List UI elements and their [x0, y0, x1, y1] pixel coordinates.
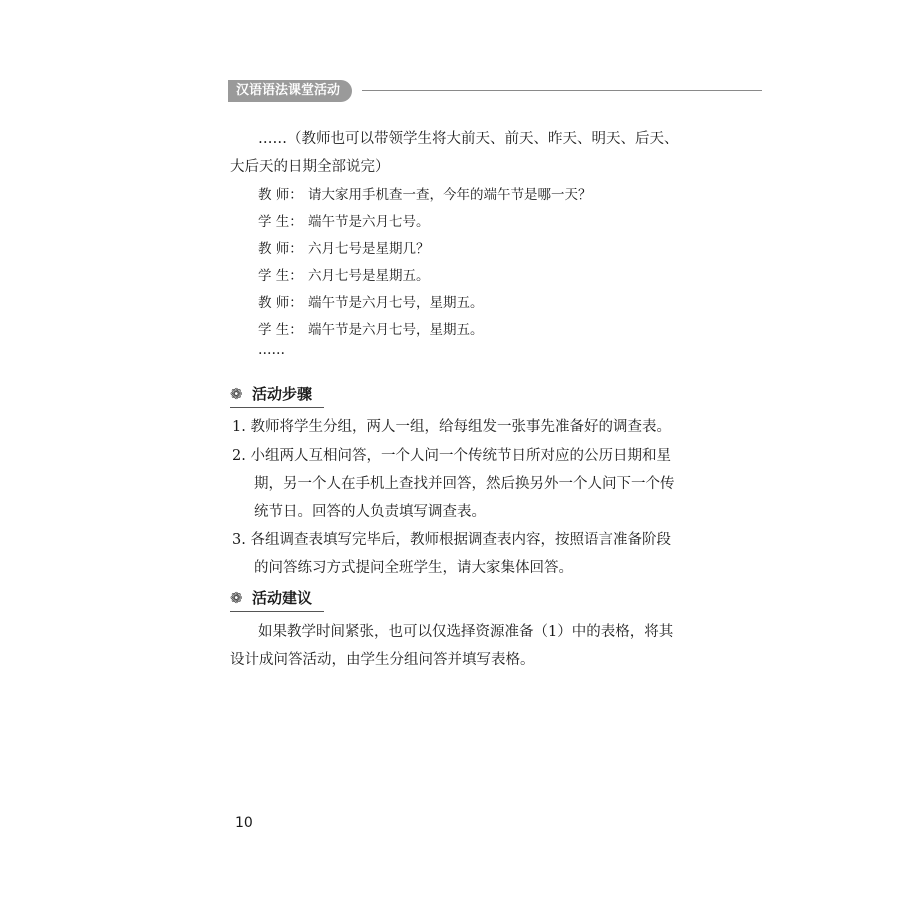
dialogue-line: [258, 291, 484, 311]
header-rule: [362, 90, 762, 91]
dialogue-line: [258, 264, 430, 284]
dialogue-line: [258, 237, 430, 257]
dialogue-text: 端午节是六月七号，星期五。: [308, 322, 484, 338]
dialogue-speaker: 学 生：: [258, 322, 303, 338]
dialogue-speaker: 教 师：: [258, 187, 303, 203]
page-number: 10: [235, 815, 253, 831]
step-line: 2. 小组两人互相问答，一个人问一个传统节日所对应的公历日期和星: [232, 448, 671, 464]
dialogue-text: 端午节是六月七号。: [308, 214, 430, 230]
suggestion-line: 设计成问答活动，由学生分组问答并填写表格。: [230, 652, 535, 668]
flower-icon: ❁: [230, 589, 243, 607]
dialogue-ellipsis: ……: [258, 342, 285, 358]
step-line: 3. 各组调查表填写完毕后，教师根据调查表内容，按照语言准备阶段: [232, 532, 671, 548]
step-line: 期，另一个人在手机上查找并回答，然后换另外一个人问下一个传: [254, 476, 675, 492]
step-line: 统节日。回答的人负责填写调查表。: [254, 504, 486, 520]
section-title: 活动步骤: [252, 385, 313, 403]
suggestion-line: 如果教学时间紧张，也可以仅选择资源准备（1）中的表格，将其: [258, 624, 674, 640]
intro-line-2: 大后天的日期全部说完）: [230, 159, 390, 175]
dialogue-speaker: 教 师：: [258, 241, 303, 257]
dialogue-line: [258, 318, 484, 338]
dialogue-speaker: 学 生：: [258, 268, 303, 284]
dialogue-line: [258, 183, 592, 203]
dialogue-line: [258, 210, 430, 230]
dialogue-speaker: 学 生：: [258, 214, 303, 230]
header-title: 汉语语法课堂活动: [228, 80, 352, 102]
step-line: 的问答练习方式提问全班学生，请大家集体回答。: [254, 560, 573, 576]
intro-line-1: ……（教师也可以带领学生将大前天、前天、昨天、明天、后天、: [258, 131, 679, 147]
step-line: 1. 教师将学生分组，两人一组，给每组发一张事先准备好的调查表。: [232, 419, 671, 435]
flower-icon: ❁: [230, 385, 243, 403]
section-heading-steps: [230, 383, 324, 408]
dialogue-speaker: 教 师：: [258, 295, 303, 311]
dialogue-text: 请大家用手机查一查，今年的端午节是哪一天？: [308, 187, 592, 203]
dialogue-text: 六月七号是星期几？: [308, 241, 430, 257]
section-title: 活动建议: [252, 589, 313, 607]
dialogue-text: 六月七号是星期五。: [308, 268, 430, 284]
section-heading-suggestions: [230, 587, 324, 612]
dialogue-text: 端午节是六月七号，星期五。: [308, 295, 484, 311]
